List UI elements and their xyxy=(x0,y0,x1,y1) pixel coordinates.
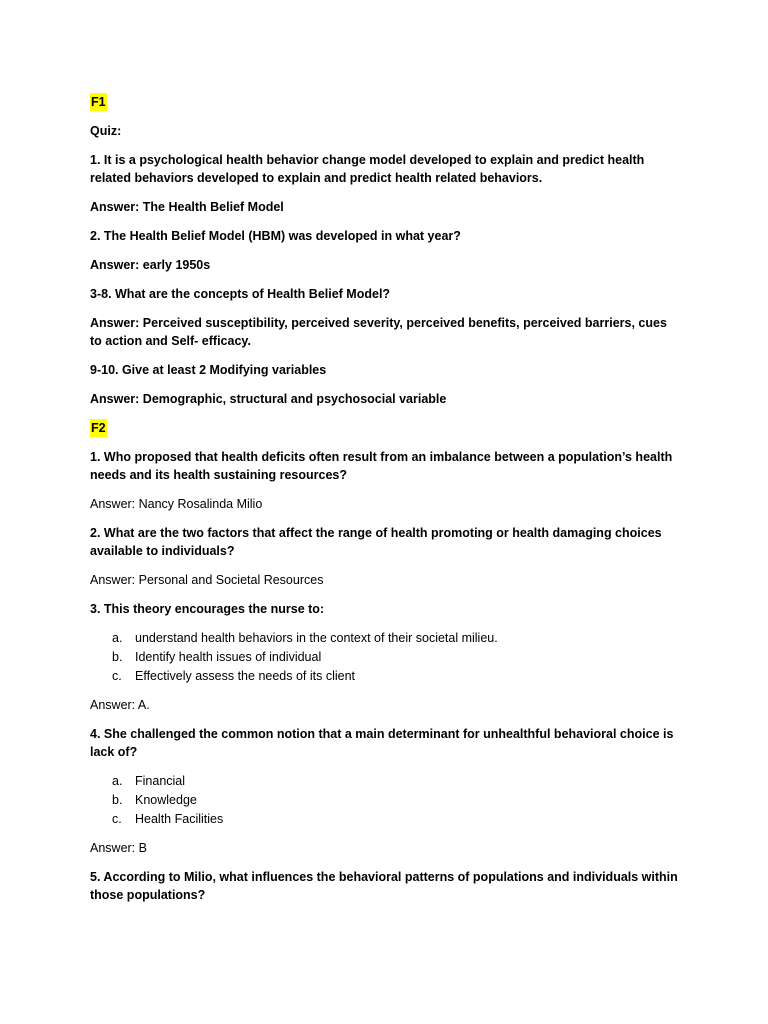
option-marker: a. xyxy=(112,774,123,788)
question: 1. Who proposed that health deficits often result from an imbalance between a population’s health needs and its health sustaining resources? xyxy=(90,450,673,482)
option-item xyxy=(90,629,678,647)
answer: Answer: A. xyxy=(90,698,150,712)
section-label-f2: F2 xyxy=(91,421,106,435)
answer: Answer: Demographic, structural and psychosocial variable xyxy=(90,392,447,406)
option-marker: a. xyxy=(112,631,123,645)
option-item xyxy=(90,667,678,685)
option-text: Health Facilities xyxy=(135,812,224,826)
question: 9-10. Give at least 2 Modifying variables xyxy=(90,363,327,377)
option-marker: c. xyxy=(112,812,122,826)
question: 3. This theory encourages the nurse to: xyxy=(90,602,325,616)
option-item xyxy=(90,791,678,809)
options-list xyxy=(90,629,678,685)
option-marker: b. xyxy=(112,793,123,807)
question: 2. What are the two factors that affect the range of health promoting or health damaging choices available to individuals? xyxy=(90,526,662,558)
option-text: Financial xyxy=(135,774,186,788)
question: 4. She challenged the common notion that a main determinant for unhealthful behavioral choice is lack of? xyxy=(90,727,674,759)
option-text: Identify health issues of individual xyxy=(135,650,322,664)
answer: Answer: B xyxy=(90,841,147,855)
question: 3-8. What are the concepts of Health Belief Model? xyxy=(90,287,391,301)
answer: Answer: The Health Belief Model xyxy=(90,200,284,214)
option-marker: c. xyxy=(112,669,122,683)
option-marker: b. xyxy=(112,650,123,664)
question: 5. According to Milio, what influences the behavioral patterns of populations and individuals within those populations? xyxy=(90,870,678,902)
option-text: Effectively assess the needs of its client xyxy=(135,669,356,683)
option-text: Knowledge xyxy=(135,793,197,807)
answer: Answer: early 1950s xyxy=(90,258,211,272)
options-list xyxy=(90,772,678,828)
question: 1. It is a psychological health behavior change model developed to explain and predict health related behaviors developed to explain and predict health related behaviors. xyxy=(90,153,645,185)
question: 2. The Health Belief Model (HBM) was developed in what year? xyxy=(90,229,461,243)
answer: Answer: Nancy Rosalinda Milio xyxy=(90,497,263,511)
option-item xyxy=(90,810,678,828)
option-item xyxy=(90,648,678,666)
answer: Answer: Perceived susceptibility, perceived severity, perceived benefits, perceived barriers, cues to action and Self- efficacy. xyxy=(90,316,667,348)
answer: Answer: Personal and Societal Resources xyxy=(90,573,324,587)
option-item xyxy=(90,772,678,790)
section-label-f1: F1 xyxy=(91,95,106,109)
quiz-heading: Quiz: xyxy=(90,124,122,138)
option-text: understand health behaviors in the context of their societal milieu. xyxy=(135,631,498,645)
